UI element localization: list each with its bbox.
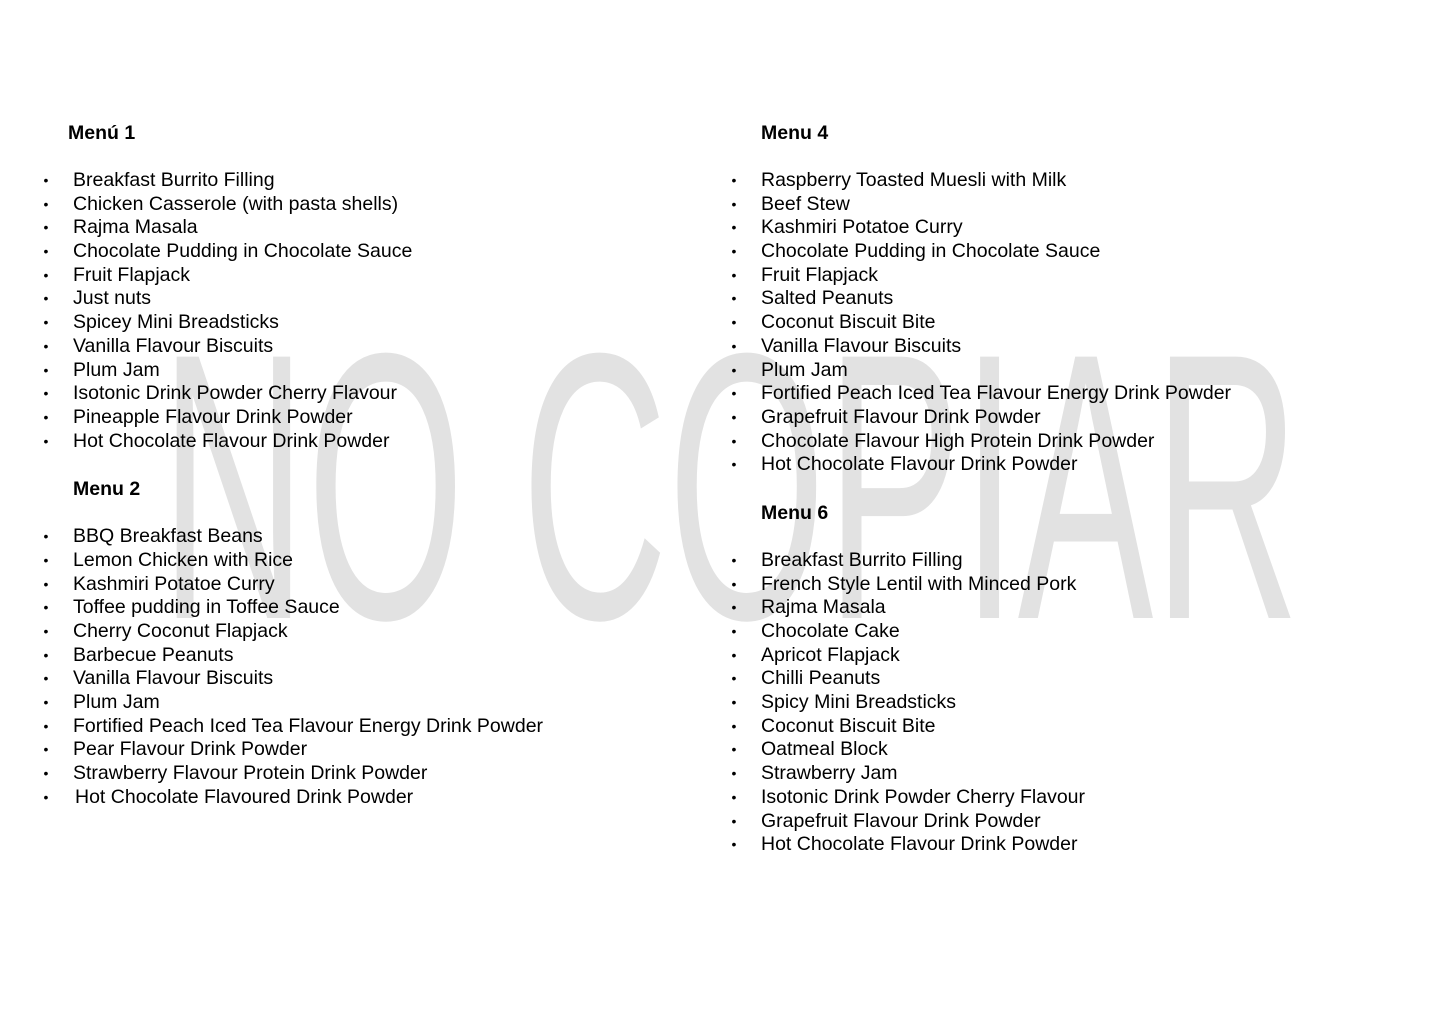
- list-item-label: Apricot Flapjack: [761, 643, 900, 666]
- list-item: [688, 287, 1428, 311]
- list-item-label: BBQ Breakfast Beans: [73, 525, 263, 548]
- menu-1-title: Menú 1: [68, 122, 136, 144]
- list-item: [688, 573, 1428, 597]
- bullet-icon: •: [43, 623, 49, 639]
- list-item-label: Fortified Peach Iced Tea Flavour Energy Drink Powder: [761, 382, 1232, 405]
- watermark-text: NO COPIAR: [160, 300, 1300, 630]
- bullet-icon: •: [43, 670, 49, 687]
- bullet-icon: •: [43, 599, 49, 616]
- bullet-icon: •: [731, 385, 737, 402]
- list-item: [688, 359, 1428, 383]
- bullet-icon: •: [731, 195, 737, 212]
- bullet-icon: •: [731, 694, 737, 711]
- list-item-label: Chocolate Pudding in Chocolate Sauce: [73, 240, 413, 263]
- list-item: [688, 644, 1428, 668]
- list-item: [0, 287, 720, 311]
- list-item-label: Grapefruit Flavour Drink Powder: [761, 809, 1041, 832]
- list-item: [0, 240, 720, 264]
- list-item: [688, 667, 1428, 691]
- list-item-label: Isotonic Drink Powder Cherry Flavour: [761, 785, 1086, 808]
- bullet-icon: •: [43, 694, 49, 711]
- bullet-icon: •: [43, 243, 49, 260]
- list-item-label: Hot Chocolate Flavoured Drink Powder: [75, 785, 414, 808]
- right-column: [688, 121, 1428, 881]
- list-item: [0, 264, 720, 288]
- list-item: [0, 667, 720, 691]
- bullet-icon: •: [43, 337, 49, 354]
- list-item-label: French Style Lentil with Minced Pork: [761, 572, 1077, 595]
- bullet-icon: •: [731, 219, 737, 236]
- bullet-icon: •: [43, 741, 49, 758]
- list-item-label: Salted Peanuts: [761, 287, 894, 310]
- bullet-icon: •: [731, 243, 737, 260]
- bullet-icon: •: [43, 195, 49, 212]
- list-item-label: Rajma Masala: [73, 216, 198, 239]
- menu-4-list: [688, 169, 1428, 477]
- bullet-icon: •: [731, 290, 737, 307]
- bullet-icon: •: [731, 172, 737, 188]
- list-item-label: Chicken Casserole (with pasta shells): [73, 192, 399, 215]
- bullet-icon: •: [43, 266, 49, 283]
- list-item: [688, 620, 1428, 644]
- bullet-icon: •: [731, 337, 737, 354]
- list-item-label: Grapefruit Flavour Drink Powder: [761, 405, 1041, 428]
- list-item: [0, 620, 720, 644]
- list-item: [688, 786, 1428, 810]
- bullet-icon: •: [43, 172, 49, 188]
- list-item-label: Strawberry Flavour Protein Drink Powder: [73, 762, 428, 785]
- list-item: [688, 715, 1428, 739]
- list-item: [0, 406, 720, 430]
- bullet-icon: •: [43, 551, 49, 568]
- list-item-label: Chocolate Pudding in Chocolate Sauce: [761, 240, 1101, 263]
- list-item: [688, 833, 1428, 857]
- menu-4-title: Menu 4: [761, 122, 829, 144]
- list-item: [688, 430, 1428, 454]
- list-item: [688, 738, 1428, 762]
- bullet-icon: •: [43, 219, 49, 236]
- list-item-label: Isotonic Drink Powder Cherry Flavour: [73, 382, 398, 405]
- list-item-label: Vanilla Flavour Biscuits: [73, 334, 274, 357]
- bullet-icon: •: [43, 290, 49, 307]
- bullet-icon: •: [731, 551, 737, 568]
- list-item: [688, 406, 1428, 430]
- bullet-icon: •: [731, 599, 737, 616]
- list-item: [0, 786, 720, 810]
- bullet-icon: •: [43, 528, 49, 545]
- list-item-label: Kashmiri Potatoe Curry: [73, 572, 275, 595]
- bullet-icon: •: [731, 456, 737, 473]
- list-item-label: Pear Flavour Drink Powder: [73, 738, 308, 761]
- bullet-icon: •: [43, 408, 49, 425]
- list-item-label: Lemon Chicken with Rice: [73, 548, 294, 571]
- list-item-label: Hot Chocolate Flavour Drink Powder: [761, 833, 1078, 856]
- list-item: [0, 596, 720, 620]
- list-item-label: Hot Chocolate Flavour Drink Powder: [73, 429, 390, 452]
- menu-6-list: [688, 549, 1428, 857]
- list-item-label: Plum Jam: [73, 691, 160, 714]
- list-item: [688, 691, 1428, 715]
- menu-2-list: [0, 525, 720, 809]
- bullet-icon: •: [731, 314, 737, 331]
- list-item-label: Coconut Biscuit Bite: [761, 714, 936, 737]
- list-item-label: Fruit Flapjack: [761, 263, 879, 286]
- bullet-icon: •: [43, 361, 49, 378]
- list-item: [688, 264, 1428, 288]
- bullet-icon: •: [731, 408, 737, 425]
- list-item: [0, 573, 720, 597]
- bullet-icon: •: [731, 266, 737, 283]
- bullet-icon: •: [43, 646, 49, 663]
- list-item: [0, 382, 720, 406]
- list-item-label: Just nuts: [73, 287, 152, 310]
- bullet-icon: •: [43, 765, 49, 782]
- list-item: [688, 549, 1428, 573]
- list-item-label: Vanilla Flavour Biscuits: [761, 334, 962, 357]
- list-item: [0, 738, 720, 762]
- list-item-label: Breakfast Burrito Filling: [73, 169, 275, 191]
- list-item-label: Breakfast Burrito Filling: [761, 548, 963, 571]
- bullet-icon: •: [731, 361, 737, 378]
- list-item: [688, 169, 1428, 193]
- bullet-icon: •: [43, 575, 49, 592]
- list-item-label: Raspberry Toasted Muesli with Milk: [761, 169, 1067, 191]
- list-item-label: Chilli Peanuts: [761, 667, 881, 690]
- list-item-label: Pineapple Flavour Drink Powder: [73, 405, 353, 428]
- list-item-label: Fruit Flapjack: [73, 263, 191, 286]
- list-item: [688, 335, 1428, 359]
- list-item: [688, 382, 1428, 406]
- list-item-label: Vanilla Flavour Biscuits: [73, 667, 274, 690]
- list-item-label: Chocolate Cake: [761, 620, 900, 642]
- list-item-label: Plum Jam: [73, 358, 160, 381]
- bullet-icon: •: [731, 670, 737, 687]
- list-item: [0, 335, 720, 359]
- list-item: [0, 762, 720, 786]
- list-item-label: Chocolate Flavour High Protein Drink Powder: [761, 429, 1155, 452]
- list-item: [0, 169, 720, 193]
- list-item: [688, 762, 1428, 786]
- list-item: [688, 240, 1428, 264]
- bullet-icon: •: [731, 741, 737, 758]
- list-item-label: Beef Stew: [761, 192, 850, 215]
- list-item-label: Rajma Masala: [761, 596, 886, 619]
- list-item-label: Spicy Mini Breadsticks: [761, 691, 957, 714]
- bullet-icon: •: [43, 432, 49, 449]
- list-item: [0, 715, 720, 739]
- list-item: [0, 311, 720, 335]
- list-item-label: Hot Chocolate Flavour Drink Powder: [761, 453, 1078, 476]
- list-item-label: Oatmeal Block: [761, 738, 888, 761]
- list-item: [688, 193, 1428, 217]
- bullet-icon: •: [731, 788, 737, 805]
- menu-6-title: Menu 6: [761, 501, 829, 524]
- list-item: [0, 525, 720, 549]
- list-item: [0, 549, 720, 573]
- list-item: [0, 430, 720, 454]
- bullet-icon: •: [43, 314, 49, 331]
- list-item-label: Toffee pudding in Toffee Sauce: [73, 596, 340, 619]
- list-item: [688, 810, 1428, 834]
- list-item: [0, 216, 720, 240]
- bullet-icon: •: [731, 432, 737, 449]
- list-item-label: Kashmiri Potatoe Curry: [761, 216, 963, 239]
- bullet-icon: •: [43, 717, 49, 734]
- menu-1-list: [0, 169, 720, 453]
- menu-2-title: Menu 2: [73, 478, 141, 501]
- bullet-icon: •: [43, 788, 49, 805]
- bullet-icon: •: [731, 646, 737, 663]
- list-item-label: Barbecue Peanuts: [73, 643, 234, 666]
- bullet-icon: •: [731, 812, 737, 829]
- list-item-label: Fortified Peach Iced Tea Flavour Energy Drink Powder: [73, 714, 544, 737]
- list-item: [688, 596, 1428, 620]
- list-item: [688, 216, 1428, 240]
- list-item-label: Strawberry Jam: [761, 762, 898, 785]
- list-item-label: Spicey Mini Breadsticks: [73, 311, 279, 334]
- list-item: [0, 644, 720, 668]
- list-item: [0, 359, 720, 383]
- bullet-icon: •: [731, 765, 737, 782]
- bullet-icon: •: [731, 717, 737, 734]
- left-column: [0, 121, 720, 834]
- list-item-label: Coconut Biscuit Bite: [761, 311, 936, 334]
- list-item-label: Cherry Coconut Flapjack: [73, 620, 288, 642]
- bullet-icon: •: [731, 836, 737, 853]
- bullet-icon: •: [43, 385, 49, 402]
- list-item-label: Plum Jam: [761, 358, 848, 381]
- list-item: [0, 691, 720, 715]
- list-item: [688, 311, 1428, 335]
- bullet-icon: •: [731, 575, 737, 592]
- list-item: [688, 453, 1428, 477]
- list-item: [0, 193, 720, 217]
- bullet-icon: •: [731, 623, 737, 639]
